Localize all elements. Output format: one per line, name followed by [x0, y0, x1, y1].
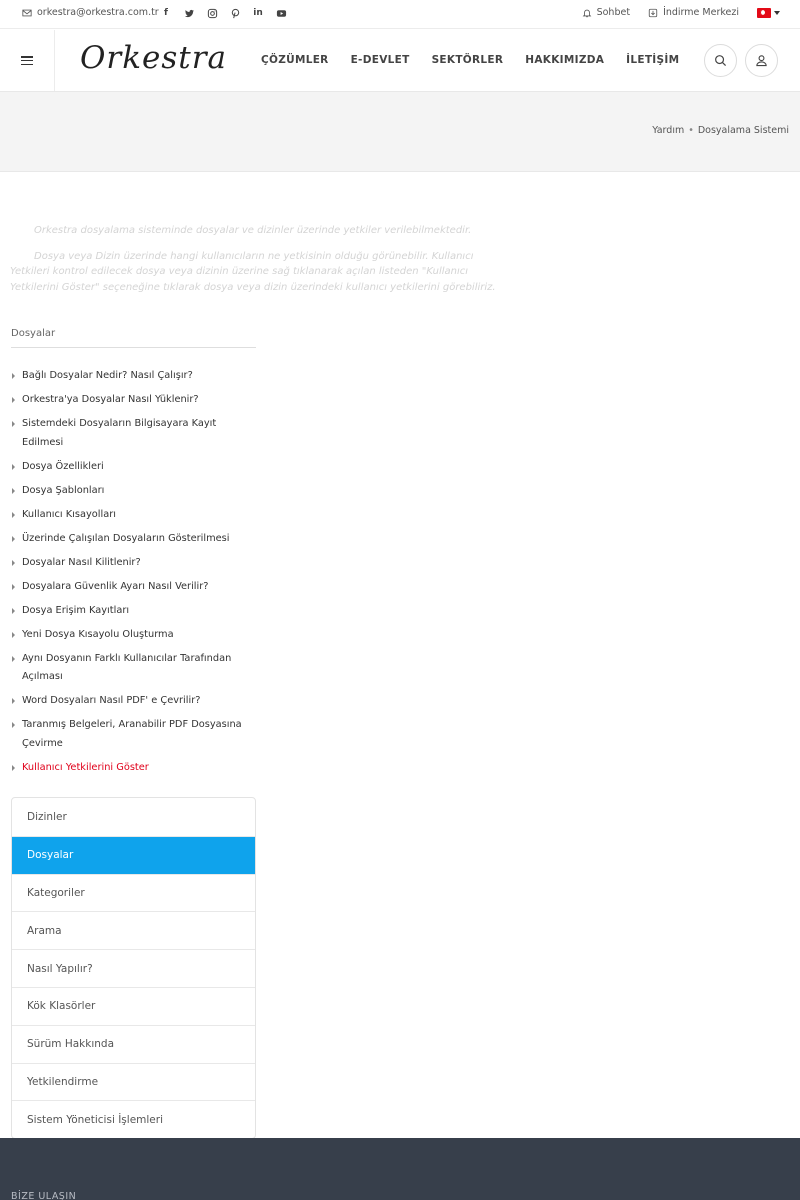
nav-contact[interactable]: İLETİŞİM — [626, 54, 680, 66]
list-item[interactable]: Dosya Özellikleri — [11, 458, 256, 477]
list-item[interactable]: Aynı Dosyanın Farklı Kullanıcılar Tarafından Açılması — [11, 650, 256, 687]
list-item[interactable]: Orkestra'ya Dosyalar Nasıl Yüklenir? — [11, 391, 256, 410]
site-footer — [0, 1138, 800, 1200]
pinterest-icon[interactable] — [229, 7, 241, 19]
list-item[interactable]: Taranmış Belgeleri, Aranabilir PDF Dosyasına Çevirme — [11, 716, 256, 753]
list-item[interactable]: Üzerinde Çalışılan Dosyaların Gösterilmesi — [11, 530, 256, 549]
site-logo[interactable]: Orkestra — [80, 40, 228, 76]
linkedin-icon[interactable]: in — [253, 8, 263, 18]
nav-about[interactable]: HAKKIMIZDA — [525, 54, 605, 66]
related-links-list — [11, 367, 256, 783]
caret-down-icon — [774, 11, 780, 15]
section-title: Dosyalar — [11, 328, 256, 348]
top-bar — [0, 0, 800, 29]
footer-heading: BİZE ULAŞIN — [11, 1191, 77, 1200]
nav-e-devlet[interactable]: E-DEVLET — [350, 54, 410, 66]
list-item[interactable]: Bağlı Dosyalar Nedir? Nasıl Çalışır? — [11, 367, 256, 386]
facebook-icon[interactable]: f — [164, 8, 168, 18]
menu-item-root-folders[interactable]: Kök Klasörler — [12, 987, 255, 1025]
youtube-icon[interactable] — [275, 7, 287, 19]
breadcrumb — [652, 125, 789, 136]
search-icon — [714, 54, 727, 67]
category-menu — [11, 797, 256, 1139]
list-item-active[interactable]: Kullanıcı Yetkilerini Göster — [11, 759, 256, 778]
twitter-icon[interactable] — [183, 7, 195, 19]
chat-label: Sohbet — [596, 7, 631, 18]
list-item[interactable]: Dosya Şablonları — [11, 482, 256, 501]
contact-email[interactable] — [22, 7, 159, 18]
list-item[interactable]: Dosyalar Nasıl Kilitlenir? — [11, 554, 256, 573]
list-item[interactable]: Sistemdeki Dosyaların Bilgisayara Kayıt Edilmesi — [11, 415, 256, 452]
menu-item-directories[interactable]: Dizinler — [27, 810, 67, 823]
list-item[interactable]: Kullanıcı Kısayolları — [11, 506, 256, 525]
download-center-link[interactable] — [648, 7, 739, 18]
intro-paragraph-2: Dosya veya Dizin üzerinde hangi kullanıcıların ne yetkisinin olduğu görünebilir. Kullanıcı Yetkileri kontrol edilecek dosya veya dizinin üzerine sağ tıklanarak açılan listeden "Kullanıcı Yetkilerini Göster" seçeneğine tıklarak dosya veya dizin üzerindeki kullanıcı yetkilerini görebiliriz. — [10, 250, 496, 293]
social-links — [160, 7, 287, 19]
hamburger-icon — [21, 56, 33, 65]
nav-sectors[interactable]: SEKTÖRLER — [431, 54, 504, 66]
contact-email-text: orkestra@orkestra.com.tr — [37, 7, 159, 18]
instagram-icon[interactable] — [206, 7, 218, 19]
turkey-flag-icon — [757, 8, 771, 18]
article-intro — [10, 223, 510, 305]
list-item[interactable]: Dosya Erişim Kayıtları — [11, 602, 256, 621]
breadcrumb-separator: • — [688, 125, 694, 136]
download-label: İndirme Merkezi — [663, 7, 739, 18]
mail-icon — [22, 8, 32, 18]
list-item[interactable]: Yeni Dosya Kısayolu Oluşturma — [11, 626, 256, 645]
menu-item-admin-operations[interactable]: Sistem Yöneticisi İşlemleri — [12, 1100, 255, 1138]
list-item[interactable]: Word Dosyaları Nasıl PDF' e Çevrilir? — [11, 692, 256, 711]
download-icon — [648, 8, 658, 18]
search-button[interactable] — [704, 44, 737, 77]
menu-item-authorization[interactable]: Yetkilendirme — [12, 1063, 255, 1101]
list-item[interactable]: Dosyalara Güvenlik Ayarı Nasıl Verilir? — [11, 578, 256, 597]
intro-paragraph-1: Orkestra dosyalama sisteminde dosyalar ve dizinler üzerinde yetkiler verilebilmektedir. — [34, 225, 472, 236]
top-right-links — [582, 7, 780, 18]
breadcrumb-current: Dosyalama Sistemi — [697, 125, 789, 136]
chat-link[interactable] — [582, 7, 630, 18]
main-header — [0, 30, 800, 92]
breadcrumb-home[interactable]: Yardım — [652, 125, 685, 136]
menu-item-search[interactable]: Arama — [12, 911, 255, 949]
nav-solutions[interactable]: ÇÖZÜMLER — [261, 54, 329, 66]
bell-icon — [582, 8, 592, 18]
menu-item-categories[interactable]: Kategoriler — [12, 874, 255, 912]
menu-item-how-to[interactable]: Nasıl Yapılır? — [12, 949, 255, 987]
menu-toggle-button[interactable] — [0, 30, 55, 91]
main-nav — [261, 54, 679, 66]
menu-item-files[interactable]: Dosyalar — [12, 836, 255, 874]
user-icon — [755, 54, 768, 67]
user-account-button[interactable] — [745, 44, 778, 77]
menu-item-about-version[interactable]: Sürüm Hakkında — [12, 1025, 255, 1063]
page-banner — [0, 92, 800, 172]
language-selector[interactable] — [757, 8, 780, 18]
